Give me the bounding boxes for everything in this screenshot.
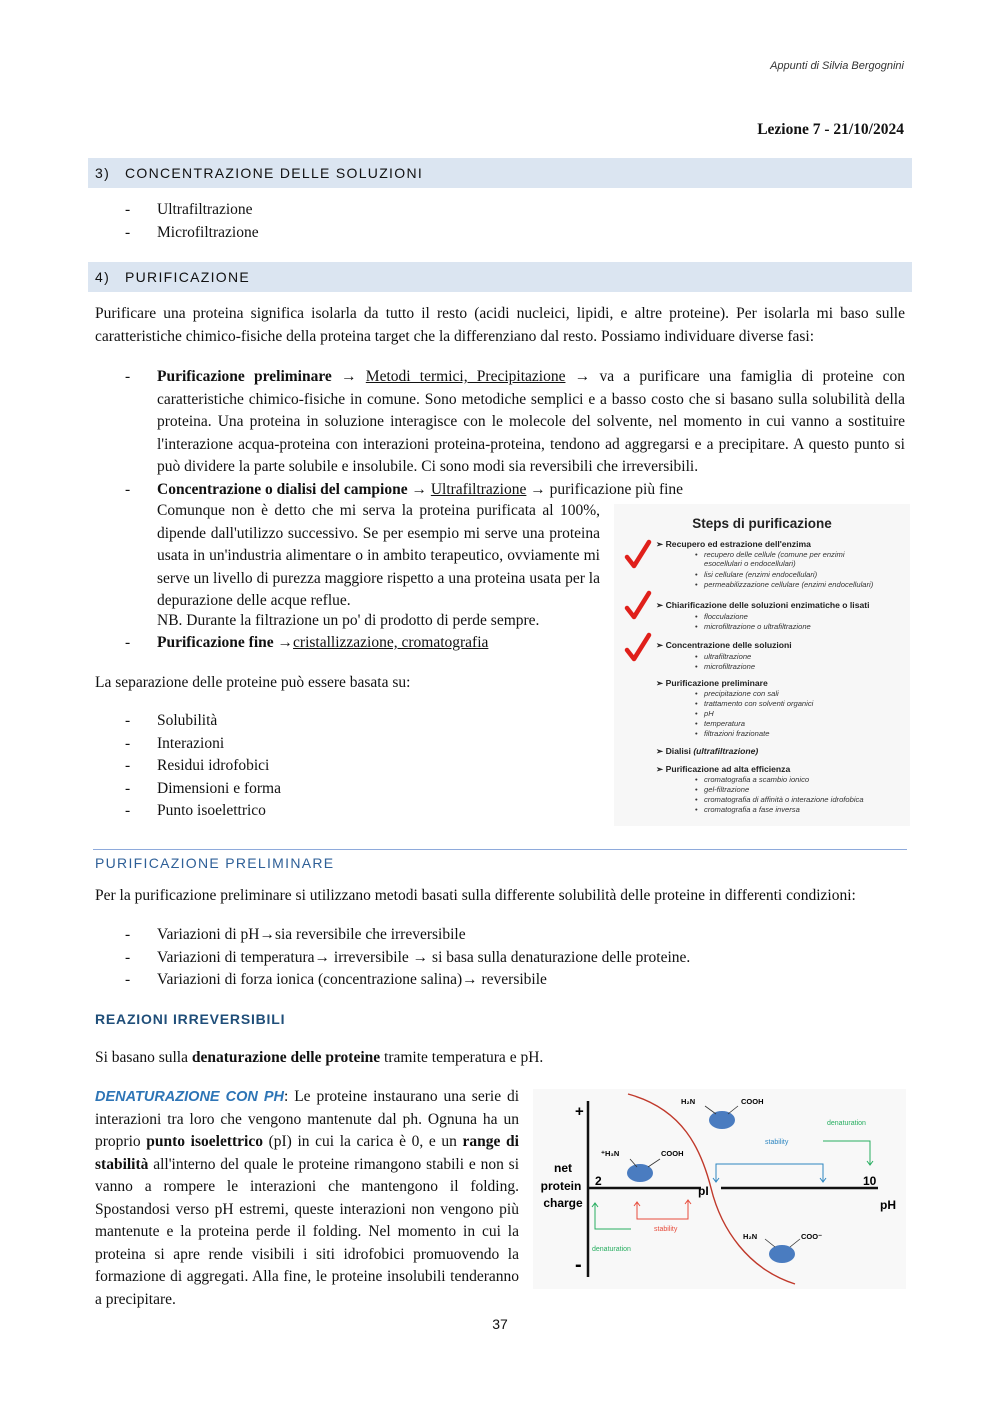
arrow-icon: →: [259, 926, 275, 943]
phase-text: va a purificare una famiglia di proteine con caratteristiche chimico-fisiche in comune. Sono metodiche semplici e a basso costo che si basano sulla solubilità della proteina. Una proteina in soluzione interagisce con le molecole del solvente, nel momento in cui vanno a sostituire l'interazione acqua-proteina con interazioni proteina-proteina, tendono ad aggregarsi e a precipitare. A questo punto si può dividere la parte solubile e insolubile. Ci sono modi sia reversibili che irreversibili.: [157, 368, 906, 475]
purification-steps-figure: [614, 504, 910, 826]
list-item: - Solubilità: [95, 710, 281, 733]
section-4-header: [88, 262, 912, 292]
lesson-title: Lezione 7 - 21/10/2024: [757, 121, 904, 138]
denaturation-label: denaturation: [827, 1120, 866, 1127]
phase-title: Purificazione fine: [157, 634, 274, 651]
phase-title: Purificazione preliminare: [157, 368, 332, 385]
arrow-icon: →: [530, 480, 546, 498]
checkmark-icon: [624, 632, 652, 664]
checkmark-icon: [624, 539, 652, 571]
ph-charge-diagram: [533, 1089, 906, 1289]
step-recovery: ➢ Recupero ed estrazione dell'enzima: [656, 539, 811, 549]
arrow-icon: →: [341, 368, 357, 385]
phase-concentration: [95, 479, 905, 502]
x-label: pH: [880, 1198, 896, 1212]
substep: • recupero delle cellule (comune per enzimi: [704, 550, 845, 560]
stability-label: stability: [654, 1226, 678, 1233]
protein-high-ph: [769, 1245, 795, 1263]
checkmark-icon: [624, 590, 652, 622]
substep: • cromatografia a scambio ionico: [704, 775, 809, 785]
phase-fine: [95, 632, 488, 655]
irreversible-text: Si basano sulla denaturazione delle proteine tramite temperatura e pH.: [95, 1049, 544, 1066]
irreversible-heading: REAZIONI IRREVERSIBILI: [95, 1011, 286, 1027]
prelim-list: [95, 924, 690, 992]
y-label: protein: [540, 1179, 582, 1193]
author-note: Appunti di Silvia Bergognini: [770, 60, 904, 72]
substep: • microfiltrazione: [704, 662, 755, 672]
step-preliminary: ➢ Purificazione preliminare: [656, 678, 768, 688]
arrow-icon: →: [314, 948, 331, 966]
purification-phases-fine: [95, 632, 488, 655]
list-item: - Microfiltrazione: [95, 222, 259, 245]
substep: • permeabilizzazione cellulare (enzimi endocellulari): [704, 580, 873, 590]
phase-methods: Metodi termici, Precipitazione: [365, 368, 566, 385]
carboxyl-label: COOH: [741, 1097, 764, 1106]
list-item: - Residui idrofobici: [95, 755, 281, 778]
phase-methods: cristallizzazione, cromatografia: [293, 634, 489, 651]
purity-paragraph: Comunque non è detto che mi serva la proteina purificata al 100%, dipende dall'utilizzo successivo. Se per esempio mi serve una proteina usata in un'industria alimentare o in ambito terapeutico, ovviamente mi serve un livello di purezza maggiore rispetto a una proteina usata per la depurazione delle acque reflue.: [157, 502, 600, 609]
carboxylate-label: COO⁻: [801, 1232, 823, 1241]
arrow-icon: →: [277, 634, 294, 651]
phase-methods: Ultrafiltrazione: [430, 480, 527, 498]
list-item: - Variazioni di pH→sia reversibile che irreversibile: [95, 924, 690, 947]
list-item: - Dimensioni e forma: [95, 778, 281, 801]
amine-label: ⁺H₃N: [601, 1149, 620, 1158]
section-divider: [93, 849, 907, 850]
phase-title: Concentrazione o dialisi del campione: [157, 480, 408, 498]
y-label: net: [554, 1161, 572, 1175]
step-clarification: ➢ Chiarificazione delle soluzioni enzimatiche o lisati: [656, 600, 870, 610]
phase-preliminary: [95, 366, 905, 479]
tick-10: 10: [863, 1174, 877, 1188]
substep: • precipitazione con sali: [704, 689, 779, 699]
substep: • pH: [704, 709, 714, 719]
amine-label: H₂N: [681, 1097, 696, 1106]
list-item: - Interazioni: [95, 733, 281, 756]
list-item: - Punto isoelettrico: [95, 800, 281, 823]
concentration-list: [95, 199, 259, 244]
figure-title: Steps di purificazione: [692, 516, 832, 531]
section-number: 4): [95, 269, 111, 285]
separation-list: [95, 710, 281, 823]
section-number: 3): [95, 165, 111, 181]
arrow-icon: →: [411, 480, 427, 498]
prelim-heading: PURIFICAZIONE PRELIMINARE: [95, 855, 335, 871]
amine-label: H₂N: [743, 1232, 758, 1241]
substep: esocellulari o endocellulari): [704, 559, 796, 568]
pi-label: pI: [698, 1184, 709, 1198]
substep: • lisi cellulare (enzimi endocellulari): [704, 570, 817, 580]
plus-label: +: [575, 1103, 584, 1120]
substep: • microfiltrazione o ultrafiltrazione: [704, 622, 811, 632]
purification-intro: Purificare una proteina significa isolarla da tutto il resto (acidi nucleici, lipidi, e altre proteine). Per isolarla mi baso sulle caratteristiche chimico-fisiche della proteina target che la differenziano dal resto. Possiamo individuare diverse fasi:: [95, 305, 905, 345]
minus-label: -: [575, 1254, 582, 1276]
protein-pi: [709, 1111, 735, 1129]
purification-phases: [95, 366, 905, 501]
tick-2: 2: [595, 1174, 602, 1188]
substep: • gel-filtrazione: [704, 785, 749, 795]
list-item: - Variazioni di forza ionica (concentrazione salina)→ reversibile: [95, 969, 690, 992]
nb-note: NB. Durante la filtrazione un po' di prodotto di perde sempre.: [157, 612, 540, 629]
list-item: - Variazioni di temperatura→ irreversibile → si basa sulla denaturazione delle proteine.: [95, 947, 690, 970]
stability-label: stability: [765, 1139, 789, 1146]
substep: • flocculazione: [704, 612, 748, 622]
carboxyl-label: COOH: [661, 1149, 684, 1158]
separation-intro: La separazione delle proteine può essere basata su:: [95, 674, 411, 691]
arrow-icon: →: [412, 948, 429, 966]
substep: • trattamento con solventi organici: [704, 699, 813, 709]
arrow-icon: →: [462, 971, 478, 988]
y-label: charge: [543, 1196, 583, 1210]
substep: • temperatura: [704, 719, 745, 729]
section-title: CONCENTRAZIONE DELLE SOLUZIONI: [125, 165, 424, 181]
substep: • cromatografia di affinità o interazione idrofobica: [704, 795, 864, 805]
section-3-header: [88, 158, 912, 188]
ph-heading: DENATURAZIONE CON PH: [95, 1089, 285, 1105]
step-dialysis: ➢ Dialisi (ultrafiltrazione): [656, 746, 759, 756]
step-high-efficiency: ➢ Purificazione ad alta efficienza: [656, 764, 791, 774]
section-title: PURIFICAZIONE: [125, 269, 251, 285]
substep: • cromatografia a fase inversa: [704, 805, 800, 815]
phase-text: purificazione più fine: [549, 480, 684, 498]
page-number: 37: [492, 1316, 508, 1332]
ph-denaturation-paragraph: DENATURAZIONE CON PH: Le proteine instaurano una serie di interazioni tra loro che vengono mantenute dal ph. Ognuna ha un proprio punto isoelettrico (pI) in cui la carica è 0, e un range di stabilità all'interno del quale le proteine rimangono stabili e non si vanno a rompere le interazioni che mantengono il folding. Spostandosi verso pH estremi, queste interazioni non vengono più mantenute e la proteina perde il folding. Nel momento in cui la proteina si apre rende visibili i siti idrofobici promuovendo la formazione di aggregati. Alla fine, le proteine insolubili tenderanno a precipitare.: [95, 1088, 520, 1308]
substep: • ultrafiltrazione: [704, 652, 751, 662]
prelim-intro: Per la purificazione preliminare si utilizzano metodi basati sulla differente solubilità delle proteine in differenti condizioni:: [95, 887, 856, 904]
list-item: - Ultrafiltrazione: [95, 199, 259, 222]
denaturation-label: denaturation: [592, 1246, 631, 1253]
substep: • filtrazioni frazionate: [704, 729, 769, 739]
step-concentration: ➢ Concentrazione delle soluzioni: [656, 640, 792, 650]
arrow-icon: →: [574, 368, 591, 385]
